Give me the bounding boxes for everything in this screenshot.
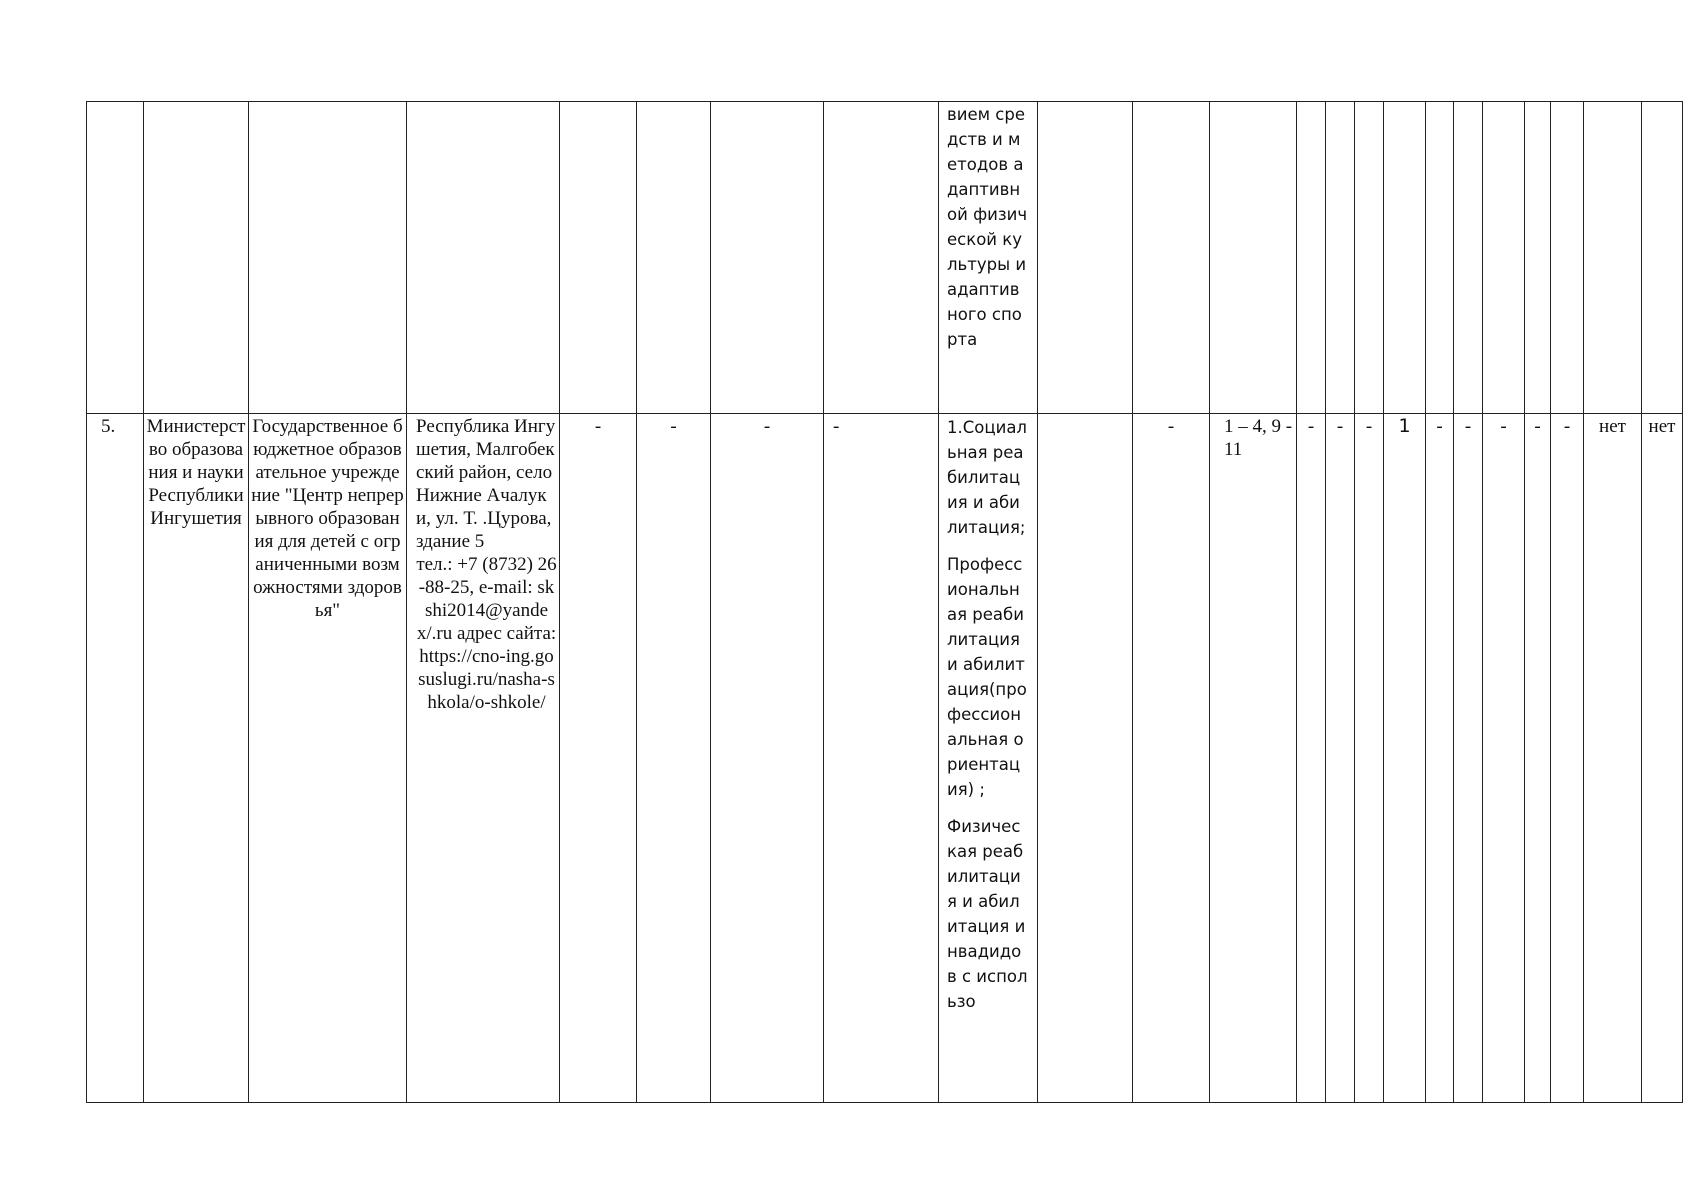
document-table [86,101,1683,1103]
cell-col22: - [1551,414,1584,1103]
cell [637,102,711,414]
cell [1642,102,1683,414]
cell [1384,102,1426,414]
cell-col20: - [1483,414,1525,1103]
service-item: Профессиональная реабилитация и абилитация(профессиональная ориентация) ; [947,555,1027,799]
cell-col16: - [1355,414,1384,1103]
cell [249,102,407,414]
contacts-text: тел.: +7 (8732) 26-88-25, e-mail: skshi2014@yandex/.ru адрес сайта: https://cno-ing.gosuslugi.ru/nasha-shkola/o-shkole/ [416,554,557,713]
services-continuation-cell [939,102,1038,414]
cell [1133,102,1210,414]
table-row-continuation [87,102,1683,414]
cell [1584,102,1642,414]
ministry-cell: Министерство образования и науки Республики Ингушетия [144,414,249,1103]
cell [1326,102,1355,414]
cell [144,102,249,414]
cell [1454,102,1483,414]
cell-col15: - [1326,414,1355,1103]
cell [1551,102,1584,414]
cell [824,102,939,414]
cell-col18: - [1426,414,1454,1103]
cell-col19: - [1454,414,1483,1103]
cell [1038,102,1133,414]
table-row-5 [87,414,1683,1103]
cell [560,102,637,414]
service-item: 1.Социальная реабилитация и абилитация; [947,418,1027,537]
cell-col12: - [1133,414,1210,1103]
cell-col23: нет [1584,414,1642,1103]
cell-col24: нет [1642,414,1683,1103]
cell-col7: - [711,414,824,1103]
row-number: 5. [87,414,144,1103]
cell [1483,102,1525,414]
cell-col17: 1 [1384,414,1426,1103]
cell [1426,102,1454,414]
address-text: Республика Ингушетия, Малгобекский район, село Нижние Ачалуки, ул. Т. .Цурова, здание 5 [416,416,556,552]
address-cell [407,414,560,1103]
cell [1355,102,1384,414]
cell-col14: - [1297,414,1326,1103]
cell-col21: - [1525,414,1551,1103]
cell-col8: - [824,414,939,1103]
cell-col11 [1038,414,1133,1103]
cell [87,102,144,414]
cell [1297,102,1326,414]
service-item: Физическая реабилитация и абилитация инвадидов с использо [947,817,1028,1011]
cell [407,102,560,414]
institution-cell: Государственное бюджетное образовательное учреждение "Центр непрерывного образования для детей с ограниченными возможностями здоровья" [249,414,407,1103]
grades-cell: 1 – 4, 9 - 11 [1210,414,1297,1103]
cell-col5: - [560,414,637,1103]
cell [711,102,824,414]
cell-col6: - [637,414,711,1103]
cell [1210,102,1297,414]
services-cell [939,414,1038,1103]
cell [1525,102,1551,414]
services-continuation-text: вием средств и методов адаптивной физической культуры и адаптивного спорта [947,105,1028,349]
